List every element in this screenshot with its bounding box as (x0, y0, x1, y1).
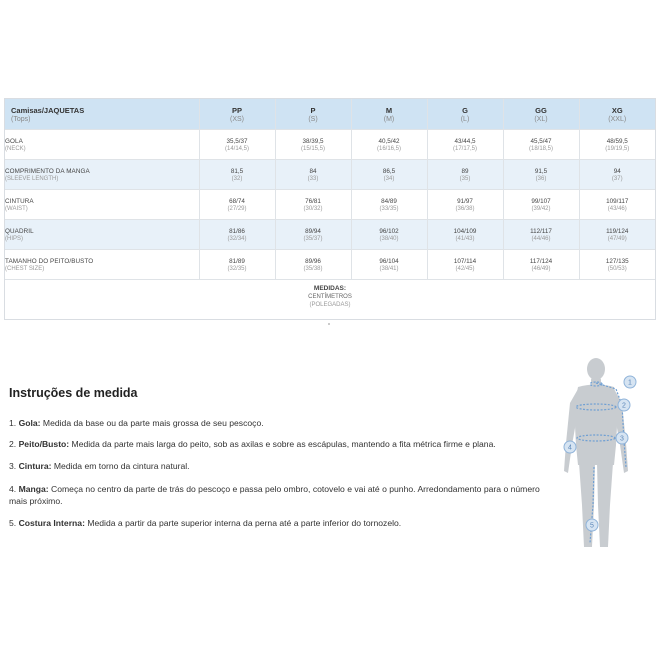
value-in: (17/17,5) (452, 145, 477, 152)
table-cell (579, 250, 655, 280)
item-term: Manga: (18, 484, 49, 494)
table-cell (199, 190, 275, 220)
table-cell (427, 160, 503, 190)
value-cm: 96/104 (379, 257, 399, 265)
header-size-pp (199, 99, 275, 130)
table-cell (351, 160, 427, 190)
row-label: CINTURA (5, 197, 34, 205)
value-in: (47/49) (607, 235, 627, 242)
value-cm: 89/94 (305, 227, 321, 235)
row-label-cell (5, 220, 199, 250)
marker-5-label: 5 (590, 522, 594, 530)
value-in: (50/53) (607, 265, 627, 272)
size-name: XG (611, 105, 623, 115)
value-cm: 84 (309, 167, 317, 175)
size-alt: (L) (460, 115, 470, 123)
header-label-sub: (Tops) (11, 115, 31, 123)
size-alt: (XXL) (608, 115, 627, 123)
value-cm: 91/97 (457, 197, 473, 205)
value-cm: 94 (613, 167, 621, 175)
value-in: (33) (307, 175, 319, 182)
size-alt: (M) (383, 115, 395, 123)
table-cell (275, 250, 351, 280)
item-number: 2. (9, 439, 19, 449)
legend-inches: (POLEGADAS) (309, 302, 351, 308)
value-cm: 89/96 (305, 257, 321, 265)
header-size-xg (579, 99, 655, 130)
row-label: TAMANHO DO PEITO/BUSTO (5, 257, 94, 265)
size-table-grid (5, 99, 655, 279)
value-in: (19/19,5) (605, 145, 630, 152)
legend-title: MEDIDAS: (313, 285, 347, 292)
table-cell (427, 190, 503, 220)
size-alt: (XL) (534, 115, 548, 123)
size-alt: (S) (308, 115, 318, 123)
row-label-cell (5, 130, 199, 160)
value-in: (34) (383, 175, 395, 182)
row-label-sub: (WAIST) (5, 205, 28, 212)
item-number: 1. (9, 418, 19, 428)
header-size-g (427, 99, 503, 130)
row-label-sub: (HIPS) (5, 235, 23, 242)
value-cm: 96/102 (379, 227, 399, 235)
item-text: Medida a partir da parte superior interna da perna até a parte inferior do tornozelo. (84, 518, 402, 528)
header-size-m (351, 99, 427, 130)
row-label: GOLA (5, 137, 23, 145)
table-row (5, 160, 655, 190)
value-cm: 48/59,5 (606, 137, 628, 145)
item-text: Medida da parte mais larga do peito, sob as axilas e sobre as escápulas, mantendo a fita métrica firme e plana. (69, 439, 496, 449)
row-label-sub: (SLEEVE LENGTH) (5, 175, 59, 182)
value-in: (42/45) (455, 265, 475, 272)
value-cm: 117/124 (529, 257, 553, 265)
value-in: (38/40) (379, 235, 399, 242)
size-name: G (462, 105, 468, 115)
table-cell (275, 160, 351, 190)
value-cm: 38/39,5 (302, 137, 324, 145)
item-term: Cintura: (18, 461, 52, 471)
row-label-cell (5, 250, 199, 280)
table-cell (427, 250, 503, 280)
row-label-cell (5, 160, 199, 190)
divider-dot (328, 323, 330, 325)
table-cell (427, 130, 503, 160)
table-cell (503, 130, 579, 160)
value-cm: 43/44,5 (454, 137, 476, 145)
value-cm: 40,5/42 (378, 137, 400, 145)
marker-3-label: 3 (620, 435, 624, 443)
marker-1-label: 1 (628, 379, 632, 387)
table-row (5, 130, 655, 160)
table-cell (503, 160, 579, 190)
instruction-item-chest (9, 438, 549, 450)
value-in: (35/37) (303, 235, 323, 242)
table-cell (351, 130, 427, 160)
value-cm: 107/114 (453, 257, 477, 265)
body-measurement-figure (556, 355, 646, 555)
legend-centimeters: CENTÍMETROS (308, 294, 352, 300)
instructions-title: Instruções de medida (9, 386, 138, 400)
value-in: (30/32) (303, 205, 323, 212)
marker-2-label: 2 (622, 402, 626, 410)
value-cm: 89 (461, 167, 469, 175)
table-cell (199, 220, 275, 250)
item-number: 5. (9, 518, 19, 528)
value-cm: 86,5 (382, 167, 396, 175)
value-cm: 81/86 (229, 227, 245, 235)
silhouette-shape (564, 358, 628, 547)
value-in: (15/15,5) (300, 145, 325, 152)
table-cell (199, 160, 275, 190)
item-text: Medida em torno da cintura natural. (51, 461, 190, 471)
value-cm: 112/117 (530, 227, 552, 235)
table-cell (199, 250, 275, 280)
value-in: (46/49) (531, 265, 551, 272)
table-cell (351, 250, 427, 280)
size-name: PP (231, 105, 242, 115)
item-number: 3. (9, 461, 19, 471)
table-cell (579, 130, 655, 160)
table-cell (579, 190, 655, 220)
value-in: (27/29) (227, 205, 247, 212)
value-in: (32/34) (227, 235, 247, 242)
value-in: (38/41) (379, 265, 399, 272)
units-legend (5, 279, 655, 319)
size-name: P (310, 105, 316, 115)
header-size-gg (503, 99, 579, 130)
row-label-sub: (CHEST SIZE) (5, 265, 45, 272)
table-row (5, 250, 655, 280)
table-cell (427, 220, 503, 250)
table-cell (503, 250, 579, 280)
table-cell (275, 190, 351, 220)
value-cm: 119/124 (606, 227, 629, 235)
value-cm: 109/117 (606, 197, 629, 205)
size-name: M (385, 105, 393, 115)
item-text: Medida da base ou da parte mais grossa de seu pescoço. (40, 418, 264, 428)
value-cm: 76/81 (305, 197, 321, 205)
table-cell (275, 130, 351, 160)
item-term: Costura Interna: (18, 518, 85, 528)
header-label: Camisas/JAQUETAS (11, 105, 85, 115)
value-in: (43/46) (607, 205, 627, 212)
value-cm: 84/89 (381, 197, 397, 205)
item-term: Gola: (18, 418, 41, 428)
value-cm: 68/74 (229, 197, 245, 205)
value-cm: 127/135 (605, 257, 629, 265)
size-alt: (XS) (230, 115, 244, 123)
table-cell (275, 220, 351, 250)
row-label-sub: (NECK) (5, 145, 26, 152)
row-label: QUADRIL (5, 227, 34, 235)
table-cell (199, 130, 275, 160)
item-text: Começa no centro da parte de trás do pescoço e passa pelo ombro, cotovelo e vai até o punho. Arredondamento para o número mais próximo. (9, 484, 540, 506)
value-cm: 99/107 (531, 197, 551, 205)
value-in: (18/18,5) (528, 145, 553, 152)
table-cell (579, 220, 655, 250)
table-cell (503, 220, 579, 250)
measurement-instructions (9, 386, 549, 528)
table-cell (503, 190, 579, 220)
value-cm: 81/89 (229, 257, 245, 265)
value-in: (36/38) (455, 205, 475, 212)
row-label-cell (5, 190, 199, 220)
instruction-item-neck (9, 417, 549, 429)
table-cell (351, 190, 427, 220)
header-label-cell (5, 99, 199, 130)
body-silhouette (556, 355, 646, 555)
value-in: (35) (459, 175, 471, 182)
value-cm: 91,5 (534, 167, 548, 175)
value-cm: 35,5/37 (226, 137, 248, 145)
value-cm: 104/109 (453, 227, 477, 235)
table-cell (351, 220, 427, 250)
item-term: Peito/Busto: (18, 439, 70, 449)
value-in: (33/35) (379, 205, 399, 212)
value-in: (39/42) (531, 205, 551, 212)
value-in: (16/16,5) (376, 145, 401, 152)
instruction-item-waist (9, 460, 549, 472)
table-header-row (5, 99, 655, 130)
size-name: GG (535, 105, 547, 115)
value-in: (44/46) (531, 235, 551, 242)
value-in: (41/43) (455, 235, 475, 242)
value-in: (14/14,5) (224, 145, 249, 152)
table-row (5, 190, 655, 220)
marker-4-label: 4 (568, 444, 572, 452)
value-in: (36) (535, 175, 547, 182)
value-cm: 45,5/47 (530, 137, 552, 145)
value-in: (32) (231, 175, 243, 182)
value-in: (35/38) (303, 265, 323, 272)
size-chart-table (4, 98, 656, 320)
table-row (5, 220, 655, 250)
value-cm: 81,5 (230, 167, 244, 175)
value-in: (37) (611, 175, 623, 182)
value-in: (32/35) (227, 265, 247, 272)
instruction-item-sleeve (9, 483, 549, 507)
header-size-p (275, 99, 351, 130)
instruction-item-inseam (9, 517, 549, 529)
table-cell (579, 160, 655, 190)
row-label: COMPRIMENTO DA MANGA (5, 167, 90, 175)
item-number: 4. (9, 484, 19, 494)
